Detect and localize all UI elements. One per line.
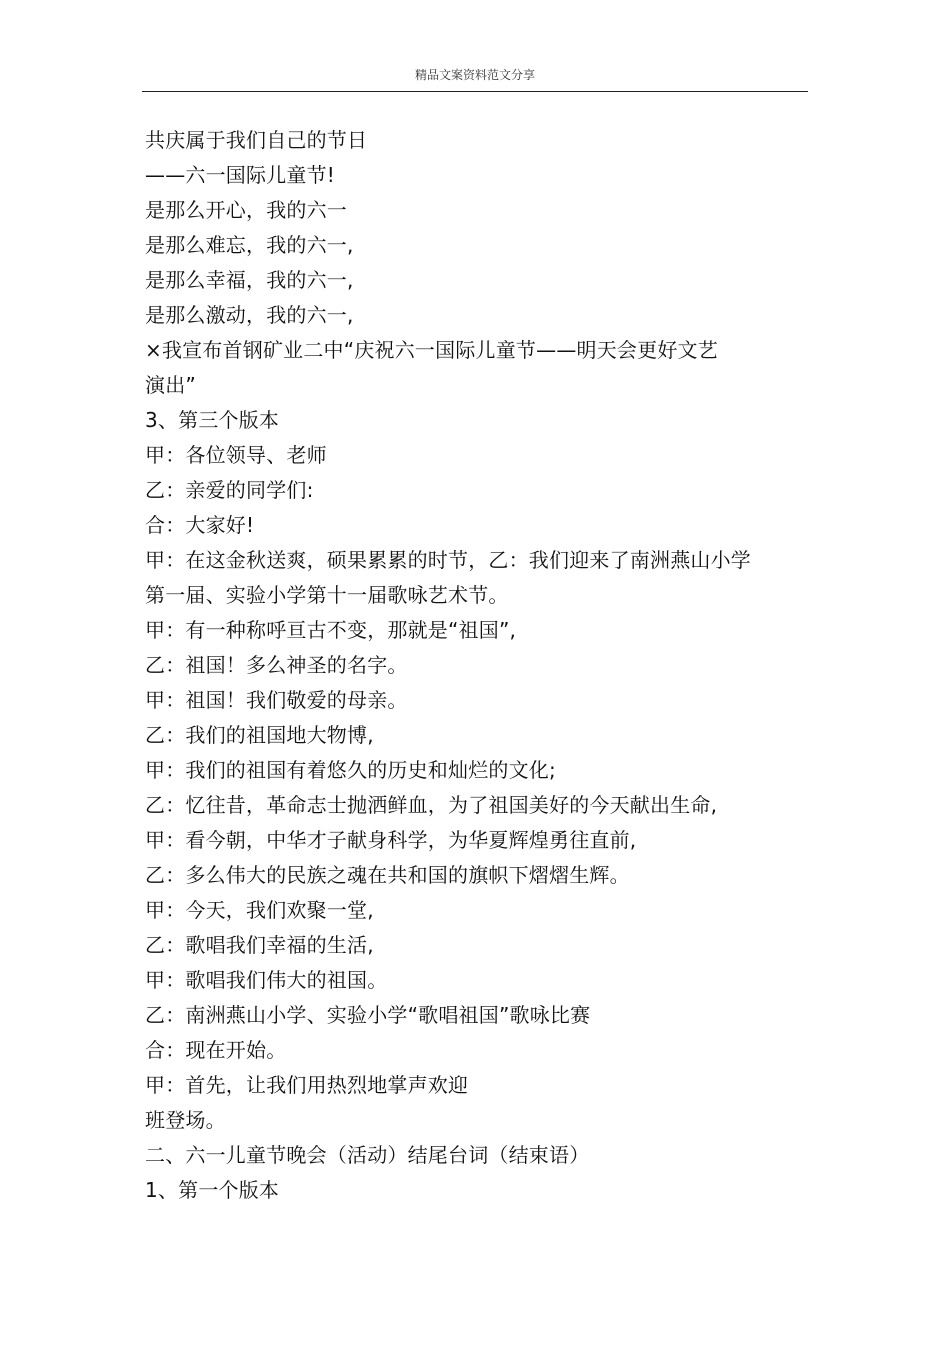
text-line: 是那么难忘，我的六一,: [145, 233, 354, 257]
text-line: 演出”: [145, 373, 196, 397]
section-heading: 1、第一个版本: [145, 1178, 280, 1202]
text-line: 乙：忆往昔，革命志士抛洒鲜血，为了祖国美好的今天献出生命,: [145, 793, 718, 817]
text-line: 甲：有一种称呼亘古不变，那就是“祖国”,: [145, 618, 517, 642]
text-line: 甲：我们的祖国有着悠久的历史和灿烂的文化;: [145, 758, 556, 782]
text-line: 乙：祖国！多么神圣的名字。: [145, 653, 408, 677]
header-divider: [142, 91, 808, 92]
text-line: ×我宣布首钢矿业二中“庆祝六一国际儿童节——明天会更好文艺: [145, 338, 718, 362]
text-line: 合：现在开始。: [145, 1038, 287, 1062]
text-line: 共庆属于我们自己的节日: [145, 128, 368, 152]
text-line: 是那么开心，我的六一: [145, 198, 347, 222]
text-line: 乙：亲爱的同学们:: [145, 478, 314, 502]
section-heading: 3、第三个版本: [145, 408, 280, 432]
text-line: 甲：看今朝，中华才子献身科学，为华夏辉煌勇往直前,: [145, 828, 637, 852]
page-header: 精品文案资料范文分享: [414, 68, 535, 82]
text-line: 甲：首先，让我们用热烈地掌声欢迎: [145, 1073, 469, 1097]
text-line: 甲：各位领导、老师: [145, 443, 327, 467]
text-line: 合：大家好!: [145, 513, 255, 537]
text-line: ——六一国际儿童节!: [145, 163, 336, 187]
text-line: 甲：在这金秋送爽，硕果累累的时节，乙：我们迎来了南洲燕山小学: [145, 548, 751, 572]
text-line: 甲：今天，我们欢聚一堂,: [145, 898, 374, 922]
text-line: 乙：多么伟大的民族之魂在共和国的旗帜下熠熠生辉。: [145, 863, 630, 887]
text-line: 是那么幸福，我的六一,: [145, 268, 354, 292]
text-line: 甲：歌唱我们伟大的祖国。: [145, 968, 388, 992]
text-line: 是那么激动，我的六一,: [145, 303, 354, 327]
document-body: [145, 123, 785, 1208]
text-line: 班登场。: [145, 1108, 226, 1132]
text-line: 乙：歌唱我们幸福的生活,: [145, 933, 374, 957]
text-line: 乙：我们的祖国地大物博,: [145, 723, 374, 747]
text-line: 甲：祖国！我们敬爱的母亲。: [145, 688, 408, 712]
section-heading: 二、六一儿童节晚会（活动）结尾台词（结束语）: [145, 1143, 590, 1167]
text-line: 第一届、实验小学第十一届歌咏艺术节。: [145, 583, 509, 607]
text-line: 乙：南洲燕山小学、实验小学“歌唱祖国”歌咏比赛: [145, 1003, 591, 1027]
